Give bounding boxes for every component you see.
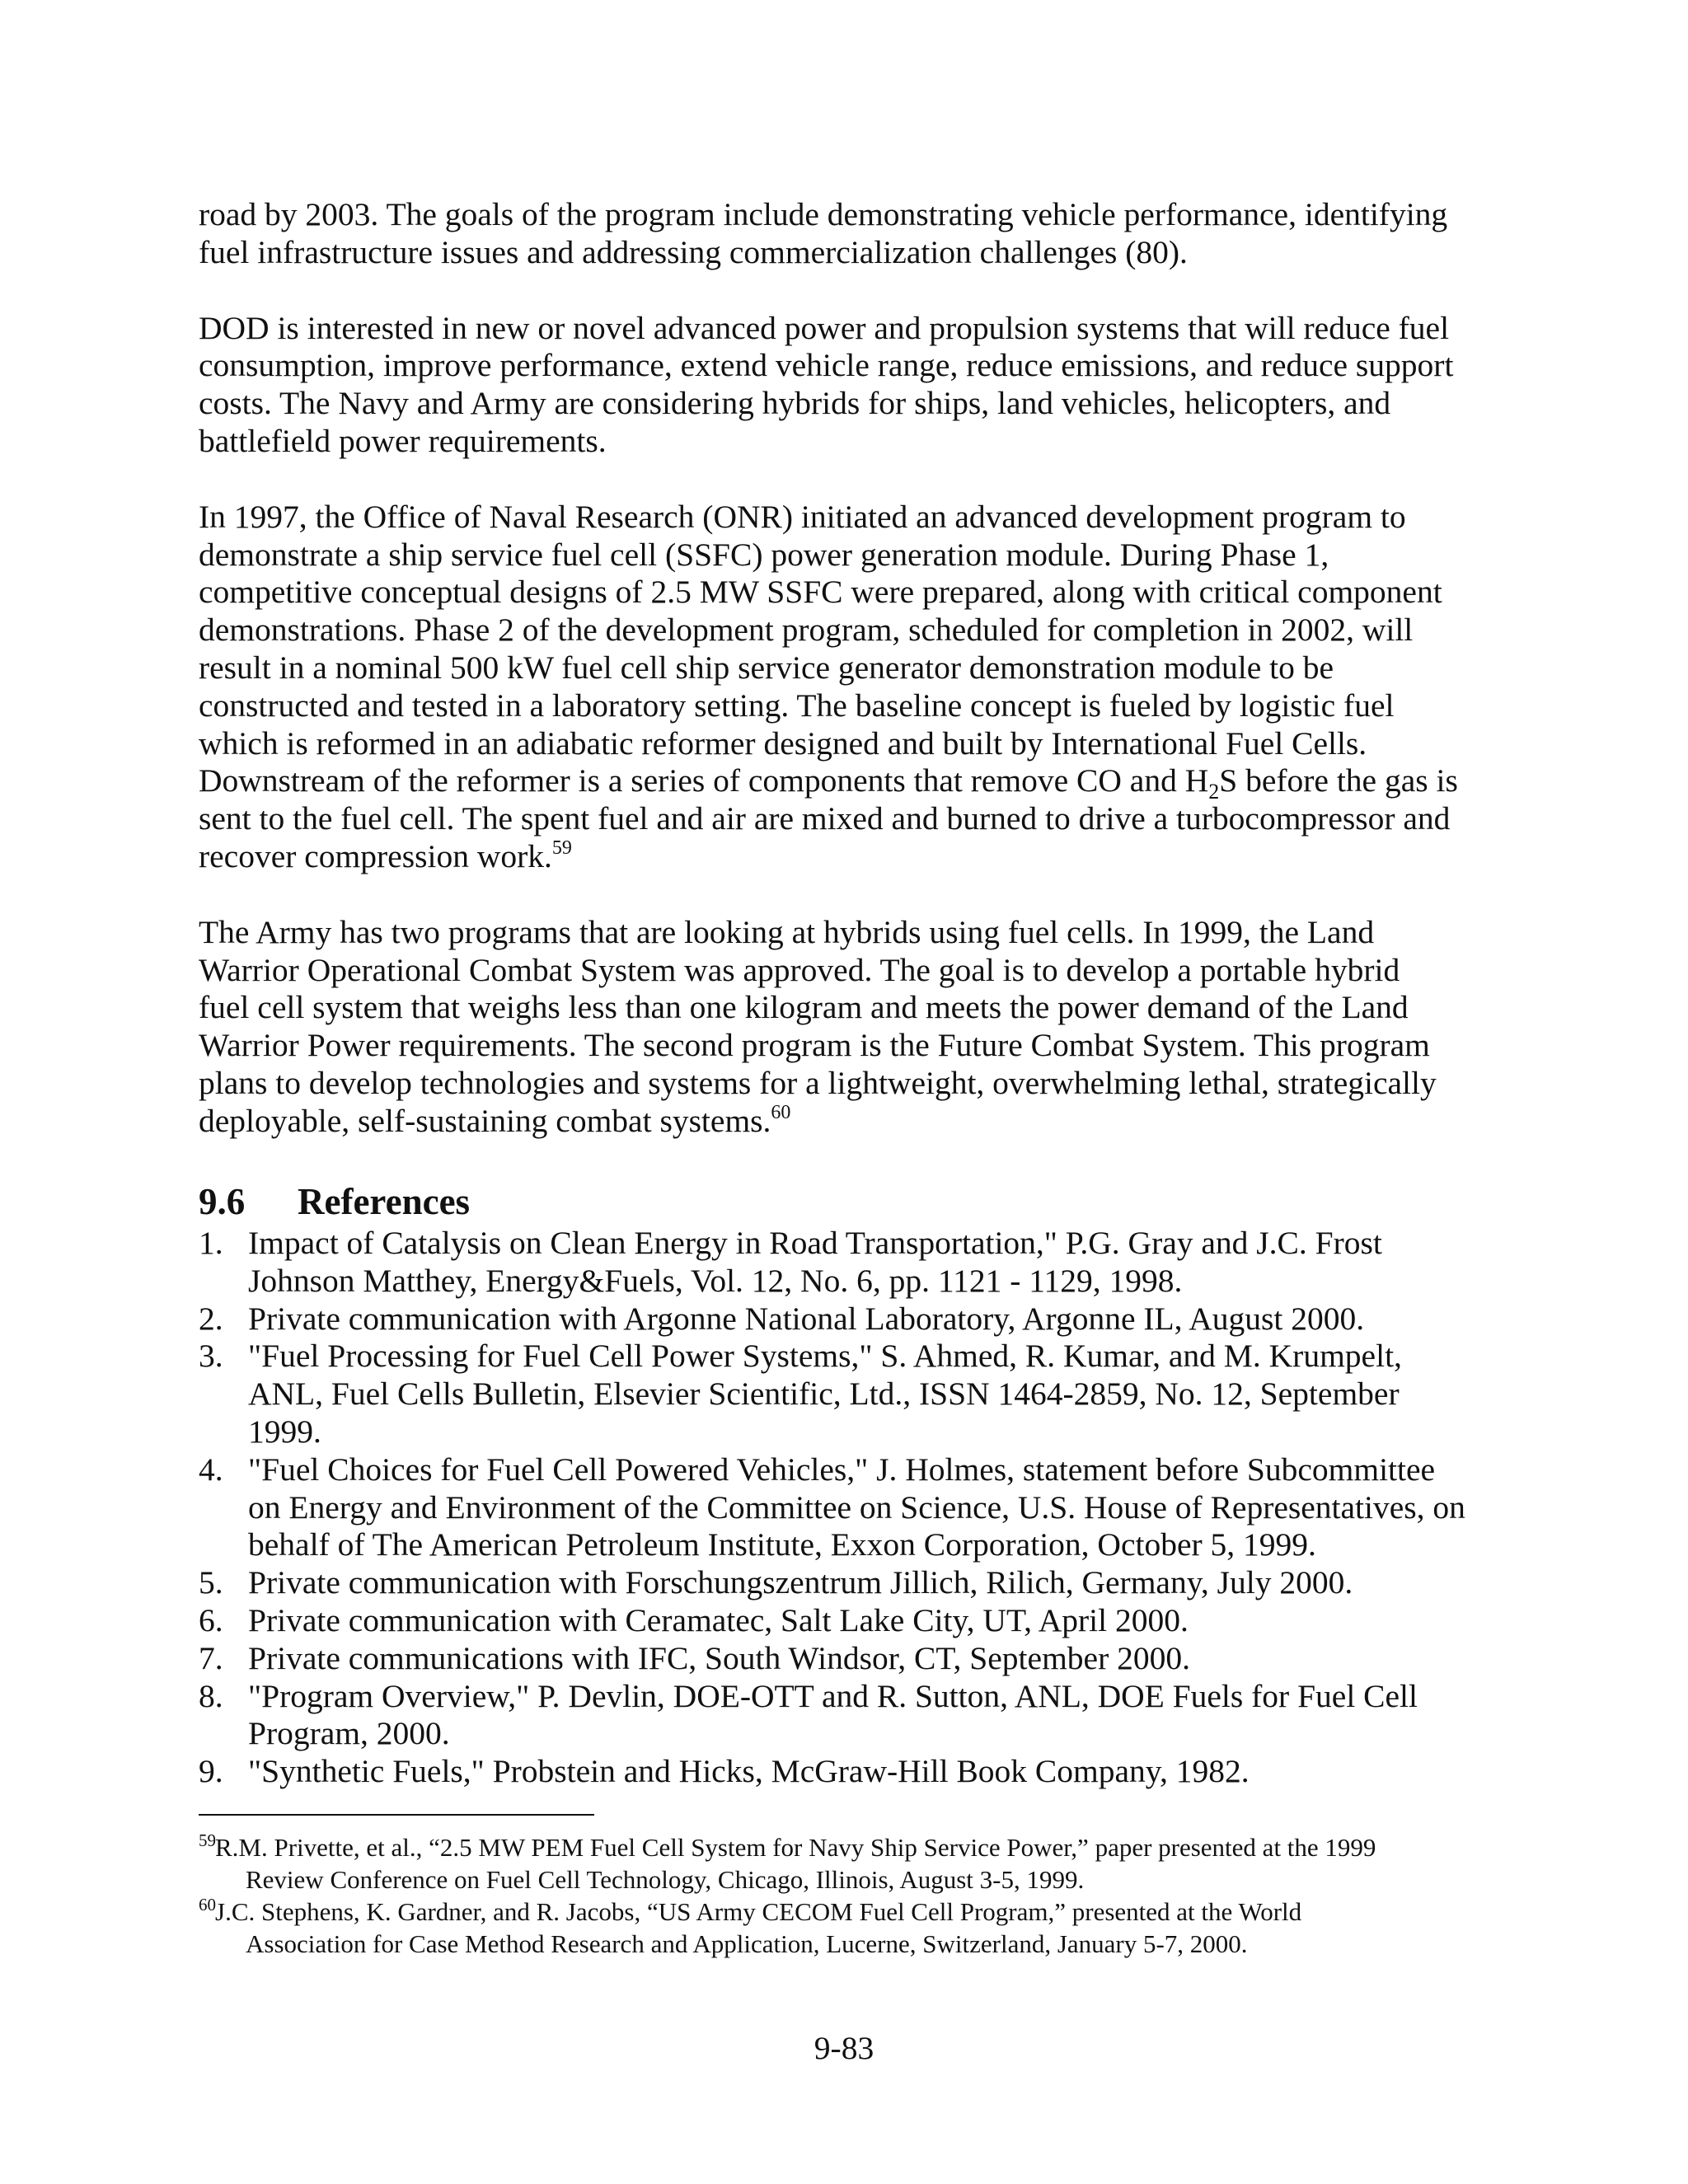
reference-number: 2.	[199, 1300, 223, 1337]
page-number: 9-83	[814, 2030, 874, 2066]
footnote-reference[interactable]: 60	[771, 1101, 791, 1123]
footnote	[199, 1831, 1501, 1896]
text-line: DOD is interested in new or novel advanced power and propulsion systems that will reduce fuel	[199, 309, 1450, 346]
text-fragment: Downstream of the reformer is a series of components that remove CO and H	[199, 762, 1209, 799]
reference-line: "Fuel Processing for Fuel Cell Power Systems," S. Ahmed, R. Kumar, and M. Krumpelt,	[248, 1338, 1402, 1375]
reference-line: "Program Overview," P. Devlin, DOE-OTT and R. Sutton, ANL, DOE Fuels for Fuel Cell	[248, 1677, 1418, 1714]
reference-item	[199, 1602, 1501, 1640]
text-line: result in a nominal 500 kW fuel cell ship service generator demonstration module to be	[199, 649, 1334, 686]
reference-item	[199, 1301, 1501, 1338]
footnotes	[199, 1831, 1501, 1960]
text-line: Warrior Operational Combat System was approved. The goal is to develop a portable hybrid	[199, 951, 1400, 988]
text-line: consumption, improve performance, extend vehicle range, reduce emissions, and reduce support	[199, 347, 1454, 384]
footnote-line: Review Conference on Fuel Cell Technology, Chicago, Illinois, August 3-5, 1999.	[246, 1865, 1085, 1894]
reference-line: Impact of Catalysis on Clean Energy in Road Transportation," P.G. Gray and J.C. Frost	[248, 1225, 1382, 1261]
reference-number: 9.	[199, 1753, 223, 1790]
paragraph-1	[199, 196, 1493, 272]
text-line: battlefield power requirements.	[199, 422, 607, 459]
reference-item	[199, 1564, 1501, 1602]
text-fragment: S before the gas is	[1219, 762, 1458, 799]
footnote-reference[interactable]: 59	[551, 837, 572, 859]
footnote-line: Association for Case Method Research and Application, Lucerne, Switzerland, January 5-7, 2000.	[246, 1929, 1248, 1958]
reference-line: Private communication with Ceramatec, Salt Lake City, UT, April 2000.	[248, 1601, 1189, 1638]
reference-line: Private communication with Forschungszentrum Jillich, Rilich, Germany, July 2000.	[248, 1564, 1353, 1601]
reference-item	[199, 1451, 1501, 1564]
text-line: constructed and tested in a laboratory setting. The baseline concept is fueled by logistic fuel	[199, 687, 1395, 724]
reference-line: Private communications with IFC, South Windsor, CT, September 2000.	[248, 1639, 1190, 1676]
reference-number: 8.	[199, 1677, 223, 1714]
reference-line: "Synthetic Fuels," Probstein and Hicks, McGraw-Hill Book Company, 1982.	[248, 1753, 1250, 1790]
text-line: plans to develop technologies and systems for a lightweight, overwhelming lethal, strategically	[199, 1064, 1437, 1101]
section-number: 9.6	[199, 1181, 246, 1222]
reference-line: behalf of The American Petroleum Institute, Exxon Corporation, October 5, 1999.	[248, 1526, 1316, 1563]
reference-item	[199, 1753, 1501, 1791]
paragraph-4	[199, 914, 1493, 1141]
reference-line: "Fuel Choices for Fuel Cell Powered Vehicles," J. Holmes, statement before Subcommittee	[248, 1451, 1436, 1488]
footnote-line: R.M. Privette, et al., “2.5 MW PEM Fuel Cell System for Navy Ship Service Power,” paper presented at the 1999	[215, 1833, 1376, 1862]
text-line-h2s	[199, 762, 1493, 804]
text-line: fuel infrastructure issues and addressing commercialization challenges (80).	[199, 233, 1188, 270]
text-line: costs. The Navy and Army are considering hybrids for ships, land vehicles, helicopters, and	[199, 385, 1391, 422]
section-heading	[199, 1180, 470, 1223]
paragraph-2	[199, 310, 1493, 461]
reference-number: 3.	[199, 1338, 223, 1375]
footnote-line: J.C. Stephens, K. Gardner, and R. Jacobs, “US Army CECOM Fuel Cell Program,” presented at the World	[215, 1897, 1302, 1926]
text-line	[199, 1103, 1493, 1141]
text-line: which is reformed in an adiabatic reformer designed and built by International Fuel Cells.	[199, 724, 1367, 762]
reference-line: ANL, Fuel Cells Bulletin, Elsevier Scientific, Ltd., ISSN 1464-2859, No. 12, September	[248, 1376, 1400, 1413]
footnote-separator	[199, 1814, 594, 1816]
text-line: demonstrate a ship service fuel cell (SSFC) power generation module. During Phase 1,	[199, 536, 1329, 573]
reference-list	[199, 1225, 1501, 1791]
section-title: References	[298, 1181, 471, 1222]
text-line: sent to the fuel cell. The spent fuel and air are mixed and burned to drive a turbocompressor and	[199, 800, 1451, 837]
text-line: In 1997, the Office of Naval Research (ONR) initiated an advanced development program to	[199, 498, 1406, 535]
text-fragment: recover compression work.	[199, 837, 552, 874]
text-line	[199, 838, 1493, 876]
text-line: competitive conceptual designs of 2.5 MW SSFC were prepared, along with critical component	[199, 574, 1442, 611]
reference-item	[199, 1225, 1501, 1301]
reference-line: Johnson Matthey, Energy&Fuels, Vol. 12, No. 6, pp. 1121 - 1129, 1998.	[248, 1262, 1183, 1299]
reference-line: Private communication with Argonne National Laboratory, Argonne IL, August 2000.	[248, 1300, 1365, 1337]
reference-item	[199, 1338, 1501, 1451]
reference-number: 7.	[199, 1639, 223, 1676]
text-line: fuel cell system that weighs less than one kilogram and meets the power demand of the Land	[199, 989, 1409, 1026]
reference-item	[199, 1640, 1501, 1678]
text-fragment: deployable, self-sustaining combat systems.	[199, 1102, 771, 1139]
text-line: The Army has two programs that are looking at hybrids using fuel cells. In 1999, the Land	[199, 913, 1375, 950]
reference-number: 1.	[199, 1225, 223, 1261]
reference-line: Program, 2000.	[248, 1715, 450, 1752]
reference-number: 5.	[199, 1564, 223, 1601]
reference-item	[199, 1678, 1501, 1754]
text-line: Warrior Power requirements. The second program is the Future Combat System. This program	[199, 1027, 1430, 1064]
reference-number: 6.	[199, 1601, 223, 1638]
footnote-mark: 60	[199, 1895, 216, 1915]
reference-number: 4.	[199, 1451, 223, 1488]
text-line: demonstrations. Phase 2 of the development program, scheduled for completion in 2002, will	[199, 612, 1414, 649]
reference-line: 1999.	[248, 1413, 321, 1450]
paragraph-3	[199, 499, 1493, 876]
reference-line: on Energy and Environment of the Committee on Science, U.S. House of Representatives, on	[248, 1488, 1465, 1526]
footnote-mark: 59	[199, 1830, 216, 1850]
footnote	[199, 1896, 1501, 1960]
text-line: road by 2003. The goals of the program include demonstrating vehicle performance, identifying	[199, 196, 1448, 232]
body-text	[199, 196, 1493, 1179]
subscript: 2	[1208, 780, 1220, 804]
